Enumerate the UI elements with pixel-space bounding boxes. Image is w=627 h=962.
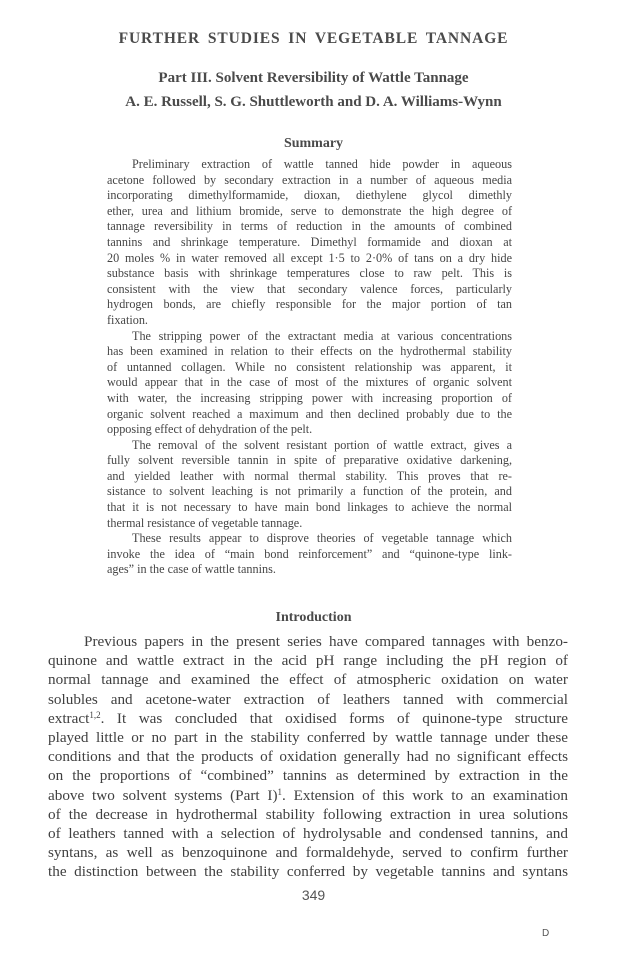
intro-line: of the decrease in hydrothermal stability following extraction in urea solutions — [48, 805, 568, 823]
citation-superscript: 1 — [277, 786, 283, 797]
journal-series-title: FURTHER STUDIES IN VEGETABLE TANNAGE — [118, 30, 509, 47]
intro-line: Previous papers in the present series have compared tannages with benzo- — [84, 633, 568, 650]
signature-mark: D — [542, 928, 550, 939]
introduction-heading: Introduction — [275, 610, 352, 625]
page-number: 349 — [301, 887, 326, 903]
summary-line: and yielded leather with normal thermal stability. This proves that re- — [107, 468, 512, 483]
intro-line: syntans, as well as benzoquinone and formaldehyde, served to confirm further — [48, 844, 568, 862]
summary-heading: Summary — [283, 136, 344, 151]
summary-line: organic solvent reached a maximum and then declined probably due to the — [107, 406, 512, 421]
intro-line: solubles and acetone-water extraction of leathers tanned with commercial — [48, 690, 568, 708]
intro-line: normal tannage and examined the effect of atmospheric oxidation on water — [48, 671, 568, 689]
summary-line: acetone followed by secondary extraction in a number of aqueous media — [107, 172, 512, 187]
summary-line: thermal resistance of vegetable tannage. — [107, 515, 303, 530]
summary-line: The removal of the solvent resistant portion of wattle extract, gives a — [132, 437, 512, 452]
summary-line: hydrogen bonds, are chiefly responsible for the major portion of tan — [107, 297, 512, 312]
author-list: A. E. Russell, S. G. Shuttleworth and D. A. Williams-Wynn — [125, 94, 502, 110]
summary-line: incorporating dimethylformamide, dioxan, diethylene glycol dimethly — [107, 188, 512, 203]
summary-line: fixation. — [107, 312, 148, 327]
summary-line: tannage reversibility in terms of reduction in the amounts of combined — [107, 219, 512, 234]
summary-line: has been examined in relation to their effects on the hydrothermal stability — [107, 344, 512, 359]
summary-abstract — [107, 157, 512, 578]
paper-title: Part III. Solvent Reversibility of Wattle Tannage — [158, 70, 469, 86]
intro-text: . Extension of this work to an examination — [282, 786, 568, 804]
intro-line — [48, 786, 568, 805]
summary-line: sistance to solvent leaching is not primarily a function of the protein, and — [107, 484, 512, 499]
summary-line: 20 moles % in water removed all except 1·5 to 2·0% of tans on a dry hide — [107, 250, 512, 265]
summary-line: The stripping power of the extractant media at various concentrations — [132, 328, 512, 343]
intro-line — [48, 709, 568, 728]
summary-line: These results appear to disprove theories of vegetable tannage which — [132, 531, 512, 546]
summary-line: with water, the increasing stripping power with increasing proportion of — [107, 390, 512, 405]
summary-line: ether, urea and lithium bromide, serve to demonstrate the high degree of — [107, 203, 512, 218]
intro-text: extract — [48, 709, 90, 727]
introduction-body — [48, 632, 568, 881]
summary-line: fully solvent reversible tannin in spite of preparative oxidative darkening, — [107, 453, 512, 468]
intro-text: above two solvent systems (Part I) — [48, 786, 278, 804]
summary-line: substance basis with shrinkage temperatures close to raw pelt. This is — [107, 266, 512, 281]
citation-superscript: 1,2 — [89, 709, 101, 720]
intro-line: on the proportions of “combined” tannins as determined by extraction in the — [48, 767, 568, 785]
summary-line: ages” in the case of wattle tannins. — [107, 562, 276, 577]
intro-line: played little or no part in the stability conferred by wattle tannage under these — [48, 728, 568, 746]
summary-line: would appear that in the case of most of the mixtures of organic solvent — [107, 375, 512, 390]
intro-line: conditions and that the products of oxidation generally had no significant effects — [48, 748, 568, 766]
summary-line: that it is not necessary to have main bond linkages to achieve the normal — [107, 500, 512, 515]
intro-line: of leathers tanned with a selection of hydrolysable and condensed tannins, and — [48, 824, 568, 842]
summary-line: opposing effect of dehydration of the pelt. — [107, 422, 313, 437]
summary-line: Preliminary extraction of wattle tanned hide powder in aqueous — [132, 157, 512, 171]
summary-line: of untanned collagen. While no consistent relationship was apparent, it — [107, 359, 512, 374]
summary-line: tannins and shrinkage temperature. Dimethyl formamide and dioxan at — [107, 234, 512, 249]
intro-text: . It was concluded that oxidised forms of quinone-type structure — [100, 709, 568, 727]
intro-line: quinone and wattle extract in the acid pH range including the pH region of — [48, 652, 568, 670]
summary-line: invoke the idea of “main bond reinforcement” and “quinone-type link- — [107, 546, 512, 561]
intro-line: the distinction between the stability conferred by vegetable tannins and syntans — [48, 863, 568, 881]
summary-line: consistent with the view that secondary valence forces, particularly — [107, 281, 512, 296]
